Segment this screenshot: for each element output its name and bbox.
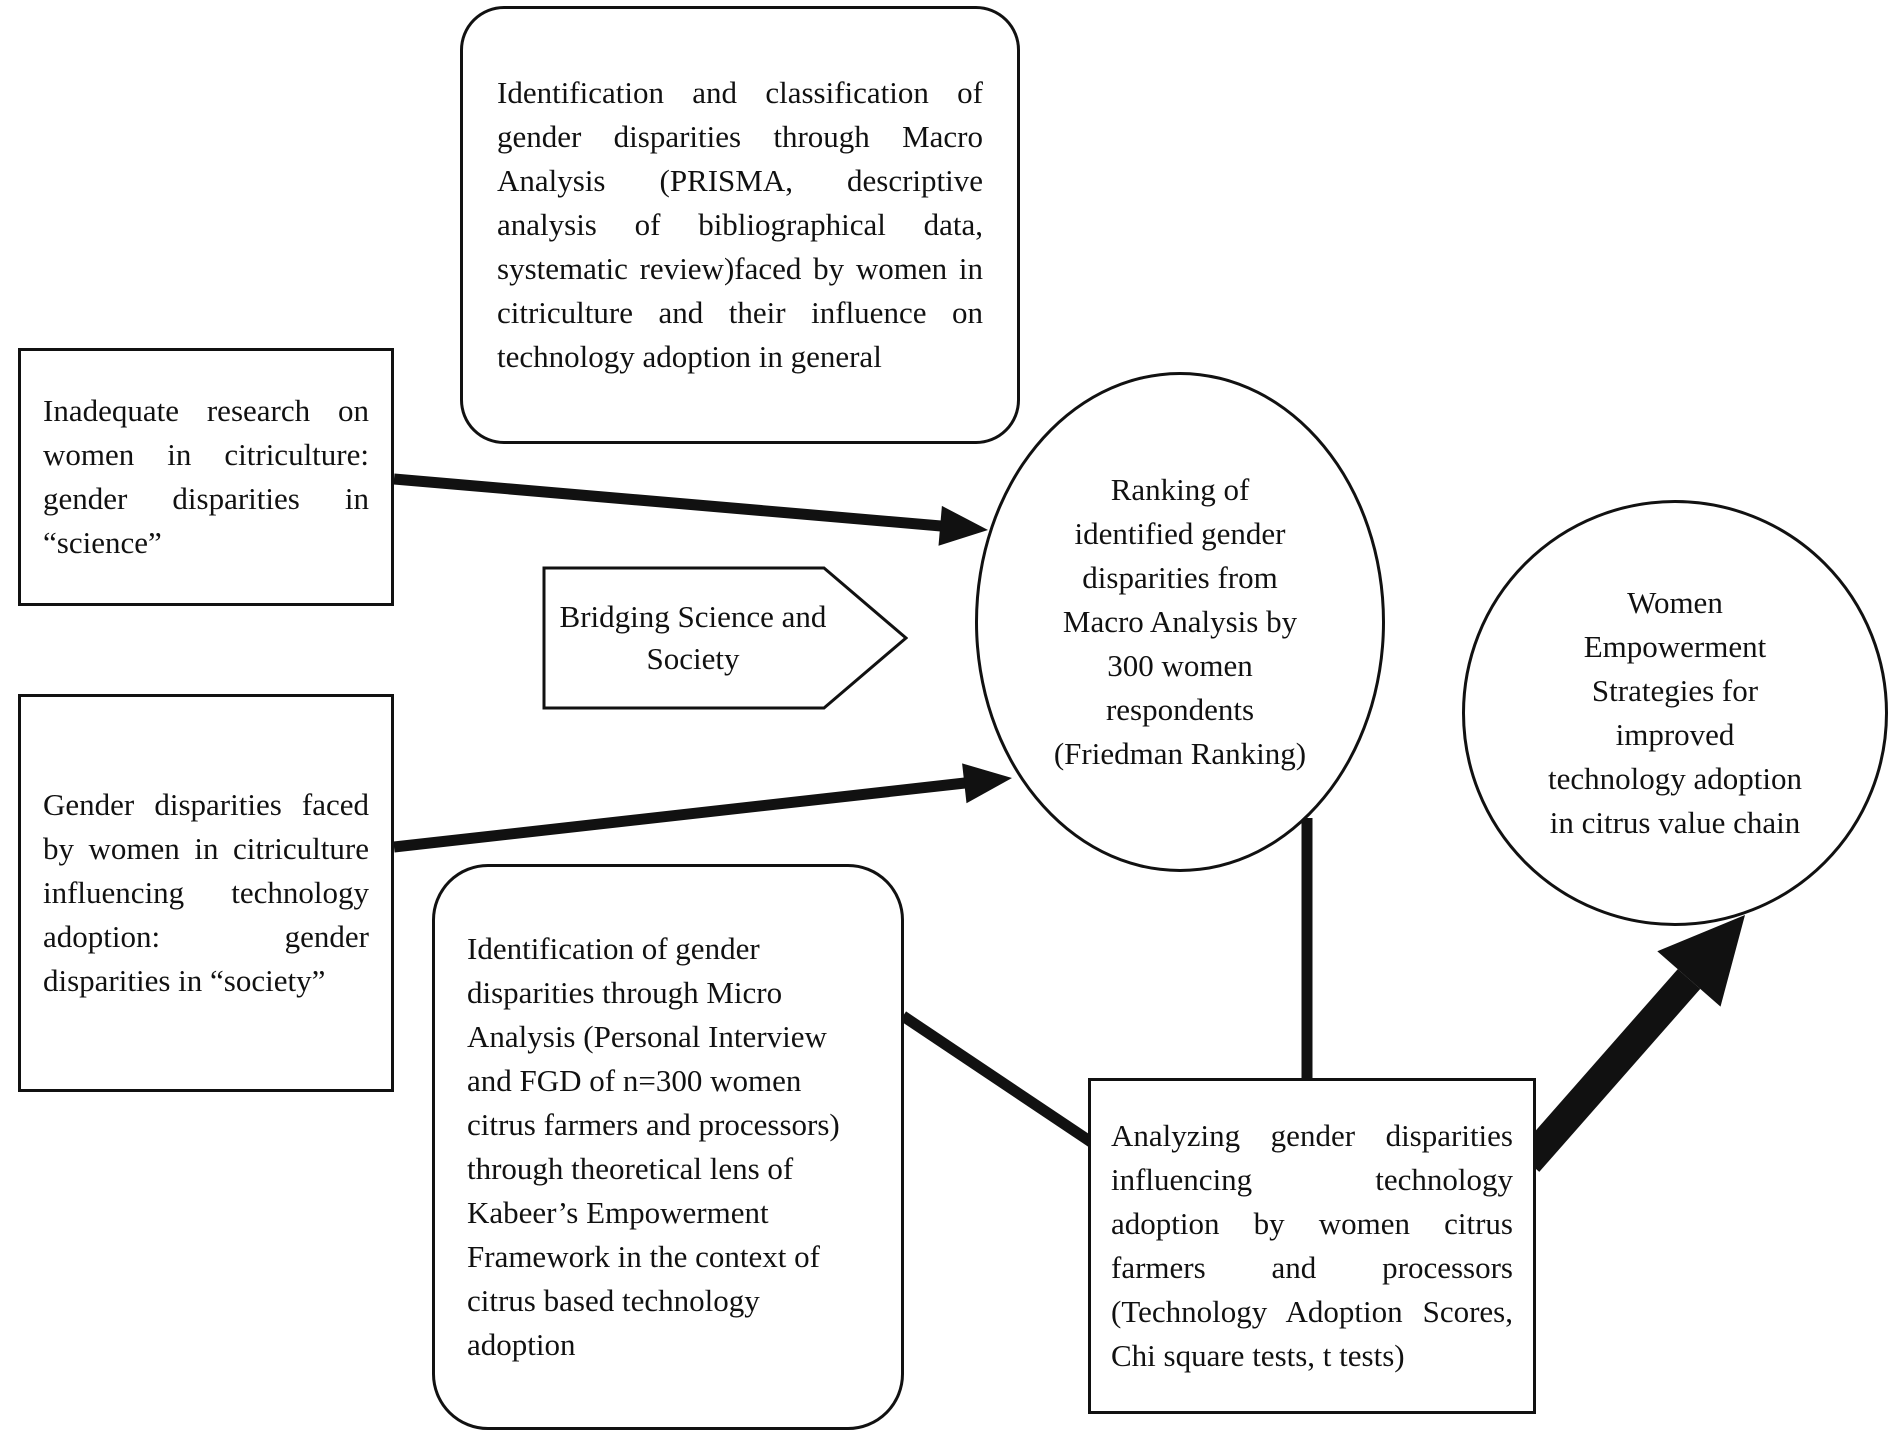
science-gap-text: Inadequate research on women in citriculture: gender disparities in “science” bbox=[43, 392, 369, 561]
macro-analysis-text: Identification and classification of gender disparities through Macro Analysis (PRISMA, descriptive analysis of bibliographical data, systematic review)faced by women in citriculture and their influence on technology adoption in general bbox=[497, 74, 983, 375]
empowerment-text: Women Empowerment Strategies for improved technology adoption in citrus value chain bbox=[1548, 584, 1802, 841]
bridging-science-society-pointer bbox=[542, 566, 908, 710]
micro-analysis-text: Identification of gender disparities through Micro Analysis (Personal Interview and FGD of n=300 women citrus farmers and processors) through theoretical lens of Kabeer’s Empowerment Framework in the context of citrus based technology adoption bbox=[467, 930, 840, 1363]
arrowhead-society-to-ranking bbox=[962, 763, 1012, 803]
society-gap-box bbox=[18, 694, 394, 1092]
empowerment-circle bbox=[1462, 500, 1888, 926]
connector-micro-to-analysis bbox=[903, 1016, 1100, 1148]
arrow-science-to-ranking bbox=[394, 479, 941, 526]
analysis-box bbox=[1088, 1078, 1536, 1414]
micro-analysis-box bbox=[432, 864, 904, 1430]
arrow-society-to-ranking bbox=[394, 783, 965, 847]
bridging-text: Bridging Science and Society bbox=[559, 599, 827, 676]
arrowhead-science-to-ranking bbox=[939, 506, 989, 546]
macro-analysis-box bbox=[460, 6, 1020, 444]
society-gap-text: Gender disparities faced by women in citriculture influencing technology adoption: gender disparities in “society” bbox=[43, 786, 369, 999]
arrow-analysis-to-empowerment bbox=[1528, 979, 1689, 1162]
ranking-ellipse bbox=[975, 372, 1385, 872]
ranking-text: Ranking of identified gender disparities from Macro Analysis by 300 women respondents (Friedman Ranking) bbox=[1053, 471, 1307, 772]
arrowhead-analysis-to-empowerment bbox=[1657, 915, 1745, 1007]
analysis-text: Analyzing gender disparities influencing technology adoption by women citrus farmers and processors (Technology Adoption Scores, Chi square tests, t tests) bbox=[1111, 1117, 1513, 1374]
science-gap-box bbox=[18, 348, 394, 606]
